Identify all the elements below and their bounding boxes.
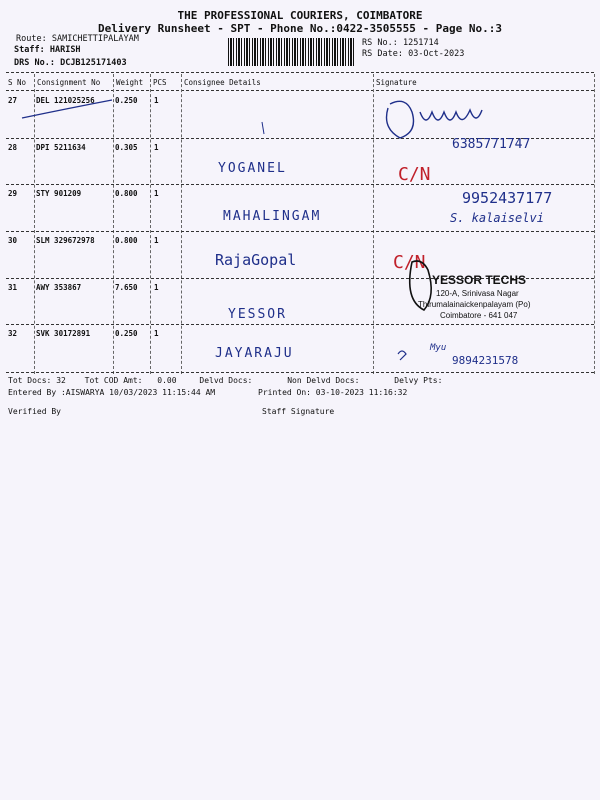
entered-by: Entered By :AISWARYA 10/03/2023 11:15:44 AM bbox=[8, 388, 216, 397]
row-pcs: 1 bbox=[154, 189, 159, 198]
table-top-rule bbox=[6, 72, 594, 73]
table-row bbox=[6, 139, 594, 185]
row-sno: 30 bbox=[8, 236, 18, 245]
staff-value: HARISH bbox=[49, 45, 81, 55]
rs-no-line bbox=[362, 38, 439, 48]
table-row bbox=[6, 185, 594, 231]
row-weight: 0.250 bbox=[115, 329, 138, 338]
row-sno: 32 bbox=[8, 329, 18, 338]
row-consignment-no: SVK 30172891 bbox=[36, 329, 91, 338]
row-consignment-no: SLM 329672978 bbox=[36, 236, 95, 245]
table-bottom-rule bbox=[6, 372, 594, 373]
row-weight: 0.305 bbox=[115, 143, 138, 152]
staff-signature: Staff Signature bbox=[262, 407, 335, 416]
row-sno: 27 bbox=[8, 96, 18, 105]
route-value: SAMICHETTIPALAYAM bbox=[51, 34, 139, 44]
stamp-line1: YESSOR TECHS bbox=[432, 273, 527, 287]
tot-docs-value: 32 bbox=[56, 376, 66, 385]
col-header-consignment: Consignment No bbox=[37, 78, 101, 87]
table-header-rule bbox=[6, 90, 594, 91]
staff-label: Staff: bbox=[14, 45, 45, 55]
drs-value: DCJB125171403 bbox=[60, 58, 127, 68]
barcode-image bbox=[228, 38, 356, 66]
delvd-docs-label: Delvd Docs: bbox=[199, 376, 253, 385]
row-weight: 0.800 bbox=[115, 236, 138, 245]
col-divider bbox=[594, 74, 595, 374]
row-sno: 29 bbox=[8, 189, 18, 198]
stamp-line4: Coimbatore - 641 047 bbox=[440, 311, 518, 320]
delvy-pts-label: Delvy Pts: bbox=[394, 376, 443, 385]
r28-mark: C/N bbox=[398, 164, 431, 185]
rs-no-value: 1251714 bbox=[402, 38, 439, 48]
table-row bbox=[6, 325, 594, 371]
row-weight: 0.250 bbox=[115, 96, 138, 105]
rs-no-label: RS No.: bbox=[362, 38, 398, 48]
row-consignment-no: DEL 121025256 bbox=[36, 96, 95, 105]
rs-date-label: RS Date: bbox=[362, 49, 403, 59]
row-pcs: 1 bbox=[154, 236, 159, 245]
r30-mark: C/N bbox=[393, 252, 426, 273]
row-pcs: 1 bbox=[154, 96, 159, 105]
table-row bbox=[6, 232, 594, 278]
col-header-consignee: Consignee Details bbox=[184, 78, 261, 87]
rs-date-value: 03-Oct-2023 bbox=[408, 49, 465, 59]
sheet-title: Delivery Runsheet - SPT - Phone No.:0422-3505555 - Page No.:3 bbox=[98, 22, 502, 35]
r30-name: RajaGopal bbox=[215, 251, 297, 269]
row-sno: 31 bbox=[8, 283, 18, 292]
row-weight: 7.650 bbox=[115, 283, 138, 292]
col-header-signature: Signature bbox=[376, 78, 417, 87]
row-consignment-no: AWY 353867 bbox=[36, 283, 82, 292]
r31-name: YESSOR bbox=[228, 307, 287, 322]
table-row bbox=[6, 92, 594, 138]
drs-line bbox=[14, 58, 127, 68]
tot-docs-label: Tot Docs: bbox=[8, 376, 52, 385]
staff-line bbox=[14, 45, 81, 55]
stamp-line3: Thirumalainaickenpalayam (Po) bbox=[418, 300, 531, 309]
summary-line bbox=[8, 376, 442, 385]
row-pcs: 1 bbox=[154, 143, 159, 152]
r32-name: JAYARAJU bbox=[215, 346, 294, 361]
route-label: Route: bbox=[16, 34, 47, 44]
col-header-weight: Weight bbox=[116, 78, 144, 87]
drs-label: DRS No.: bbox=[14, 58, 55, 68]
col-header-sno: S No bbox=[8, 78, 27, 87]
r32-sign: Myu bbox=[430, 343, 447, 353]
tot-cod-label: Tot COD Amt: bbox=[84, 376, 143, 385]
table-row bbox=[6, 279, 594, 325]
r29-name: MAHALINGAM bbox=[223, 209, 322, 224]
col-header-pcs: PCS bbox=[153, 78, 167, 87]
row-weight: 0.800 bbox=[115, 189, 138, 198]
company-title: THE PROFESSIONAL COURIERS, COIMBATORE bbox=[177, 9, 423, 22]
tot-cod-value: 0.00 bbox=[157, 376, 177, 385]
non-delvd-docs-label: Non Delvd Docs: bbox=[287, 376, 360, 385]
row-consignment-no: DPI 5211634 bbox=[36, 143, 86, 152]
r28-name: YOGANEL bbox=[218, 161, 287, 176]
row-sno: 28 bbox=[8, 143, 18, 152]
route-line bbox=[16, 34, 139, 44]
r29-sign: S. kalaiselvi bbox=[450, 211, 544, 225]
row-pcs: 1 bbox=[154, 329, 159, 338]
r32-phone: 9894231578 bbox=[452, 354, 519, 367]
r27-phone: 6385771747 bbox=[452, 137, 531, 152]
row-consignment-no: STY 901209 bbox=[36, 189, 82, 198]
printed-on: Printed On: 03-10-2023 11:16:32 bbox=[258, 388, 408, 397]
row-pcs: 1 bbox=[154, 283, 159, 292]
stamp-line2: 120-A, Srinivasa Nagar bbox=[436, 289, 519, 298]
r29-phone: 9952437177 bbox=[462, 189, 553, 207]
rs-date-line bbox=[362, 49, 464, 59]
verified-by: Verified By bbox=[8, 407, 61, 416]
